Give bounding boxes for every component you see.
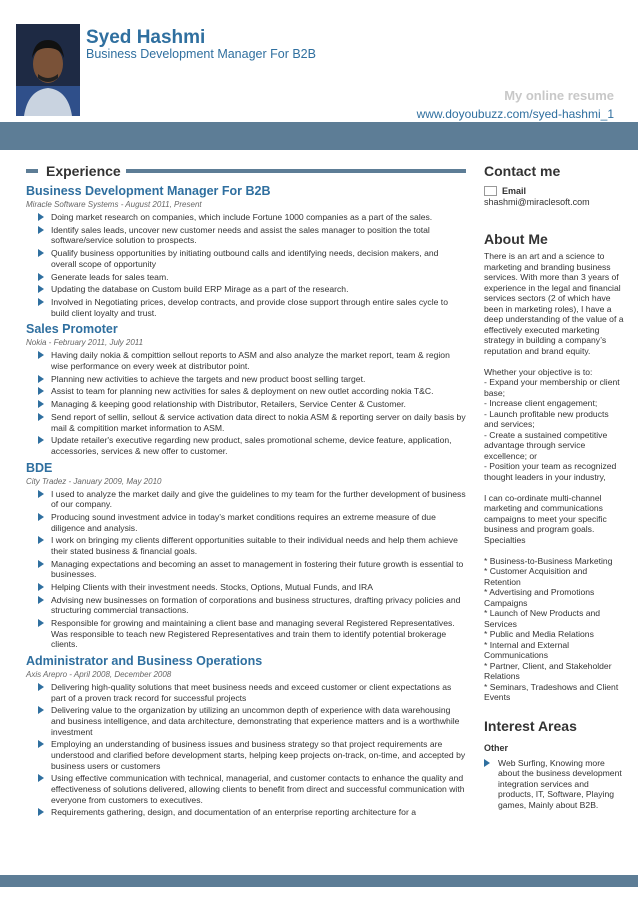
job-bullet-list (26, 489, 466, 650)
job-bullet: Using effective communication with technical, managerial, and customer contacts to enhance the quality and effectiveness of solutions delivered, allowing clients to benefit from direct and successful communication with everyone from customers to executives. (38, 773, 466, 805)
about-text: There is an art and a science to marketing and branding business services. With more than 3 years of experience in the legal and financial services sectors (2 of which have been in marketing roles), I have a deep understanding of the value of a effectively executed marketing strategy in building a company’s reputation and brand equity. Whether your objective is to: - Expand your membership or client base; - Increase client engagement; - Launch profitable new products and services; - Create a sustained competitive advantage through service excellence; or - Position your team as recognized thought leaders in your industry, I can co-ordinate multi-channel marketing and communications campaigns to meet your specific business and program goals. Specialties * Business-to-Business Marketing * Customer Acquisition and Retention * Advertising and Promotions Campaigns * Launch of New Products and Services * Public and Media Relations * Internal and External Communications * Partner, Client, and Stakeholder Relations * Seminars, Tradeshows and Client Events (484, 251, 624, 702)
job-bullet: Send report of sellin, sellout & service activation data direct to nokia ASM & reporting server on daily basis by mail & compitition market information to ASM. (38, 412, 466, 433)
job-bullet: Helping Clients with their investment needs. Stocks, Options, Mutual Funds, and IRA (38, 582, 466, 593)
job-company-dates: Axis Arepro - April 2008, December 2008 (26, 670, 172, 679)
job-bullet: Managing & keeping good relationship with Distributor, Retailers, Service Center & Customer. (38, 399, 466, 410)
email-row (484, 186, 624, 196)
heading-rule-left (26, 169, 38, 173)
job-bullet: Planning new activities to achieve the targets and new product boost selling target. (38, 374, 466, 385)
job-bullet: I work on bringing my clients different opportunities suitable to their individual needs and help them achieve their stated business & financial goals. (38, 535, 466, 556)
header-divider-bar (0, 122, 638, 150)
job-bullet: Responsible for growing and maintaining a client base and managing several Registered Representatives. Was responsible to teach new Registered Representatives and train them to identify potential brokerage clients. (38, 618, 466, 650)
job-bullet: Doing market research on companies, which include Fortune 1000 companies as a part of the sales. (38, 212, 466, 223)
job-bullet: I used to analyze the market daily and give the guidelines to my team for the further development of business of our company. (38, 489, 466, 510)
job-company-dates: City Tradez - January 2009, May 2010 (26, 476, 162, 486)
job-bullet: Generate leads for sales team. (38, 272, 466, 283)
job-entry (26, 184, 466, 318)
job-entry (26, 654, 466, 818)
experience-heading (26, 162, 466, 180)
job-bullet: Involved in Negotiating prices, develop contracts, and provide close support through entire sales cycle to build client loyalty and trust. (38, 297, 466, 318)
footer-bar (0, 875, 638, 887)
job-company-dates: Nokia - February 2011, July 2011 (26, 338, 144, 348)
job-bullet: Qualify business opportunities by initiating outbound calls and identifying needs, decision makers, and overall scope of opportunity (38, 248, 466, 269)
experience-heading-label: Experience (46, 163, 121, 179)
job-bullet: Identify sales leads, uncover new customer needs and assist the sales manager to position the total software/service solution to prospects. (38, 225, 466, 246)
profile-photo-image (16, 24, 80, 116)
job-bullet: Employing an understanding of business issues and business strategy so that project requirements are understood and clarified before development starts, helping keep projects on-track, on-time, and accepted by business users or customers (38, 739, 466, 771)
job-list (26, 184, 466, 818)
job-title: Business Development Manager For B2B (26, 184, 271, 198)
resume-url-link[interactable]: www.doyoubuzz.com/syed-hashmi_1 (416, 107, 614, 121)
about-heading: About Me (484, 231, 548, 247)
other-label: Other (484, 742, 509, 753)
job-bullet: Requirements gathering, design, and documentation of an enterprise reporting architecture for a (38, 807, 466, 818)
interest-list (484, 758, 624, 811)
job-bullet-list (26, 682, 466, 818)
job-bullet: Producing sound investment advice in today’s market conditions requires an extreme measure of due diligence and analysis. (38, 512, 466, 533)
envelope-icon (484, 186, 497, 196)
job-bullet: Delivering value to the organization by utilizing an uncommon depth of experience with data warehousing and business intelligence, and data architecture, demonstrating that experience matters and is a worthwhile investment (38, 705, 466, 737)
job-bullet-list (26, 350, 466, 456)
interest-item: Web Surfing, Knowing more about the business development integration services and products, IT, Software, Playing games, Mainly about B2B. (484, 758, 624, 811)
job-bullet: Advising new businesses on formation of corporations and business structures, drafting privacy policies and structuring commercial transactions. (38, 595, 466, 616)
job-bullet: Update retailer's executive regarding new product, sales promotional scheme, device feature, application, accessories, services & new offer to customer. (38, 435, 466, 456)
candidate-name: Syed Hashmi (86, 27, 206, 48)
sidebar (484, 162, 624, 810)
candidate-headline: Business Development Manager For B2B (86, 47, 316, 61)
heading-rule-right (126, 169, 466, 173)
online-resume-label: My online resume (504, 88, 614, 103)
job-bullet: Delivering high-quality solutions that meet business needs and exceed customer or client expectations as part of a proven track record for successful projects (38, 682, 466, 703)
job-company-dates: Miracle Software Systems - August 2011, Present (26, 200, 202, 209)
job-bullet: Having daily nokia & compittion sellout reports to ASM and also analyze the market report, team & region wise performance on every week at distributor point. (38, 350, 466, 371)
job-bullet-list (26, 212, 466, 318)
job-entry (26, 322, 466, 456)
interest-heading: Interest Areas (484, 717, 577, 734)
email-label: Email (502, 186, 527, 196)
job-bullet: Updating the database on Custom build ERP Mirage as a part of the research. (38, 284, 466, 295)
contact-heading: Contact me (484, 163, 561, 179)
job-title: Sales Promoter (26, 322, 118, 337)
profile-photo (16, 24, 80, 116)
experience-section (26, 162, 466, 820)
job-bullet: Assist to team for planning new activities for sales & deployment on new outlet according nokia T&C. (38, 386, 466, 397)
job-title: Administrator and Business Operations (26, 654, 263, 668)
job-title: BDE (26, 460, 53, 475)
email-link[interactable]: shashmi@miraclesoft.com (484, 197, 590, 207)
job-bullet: Managing expectations and becoming an asset to management in fostering their future growth is essential to businesses. (38, 559, 466, 580)
job-entry (26, 461, 466, 650)
